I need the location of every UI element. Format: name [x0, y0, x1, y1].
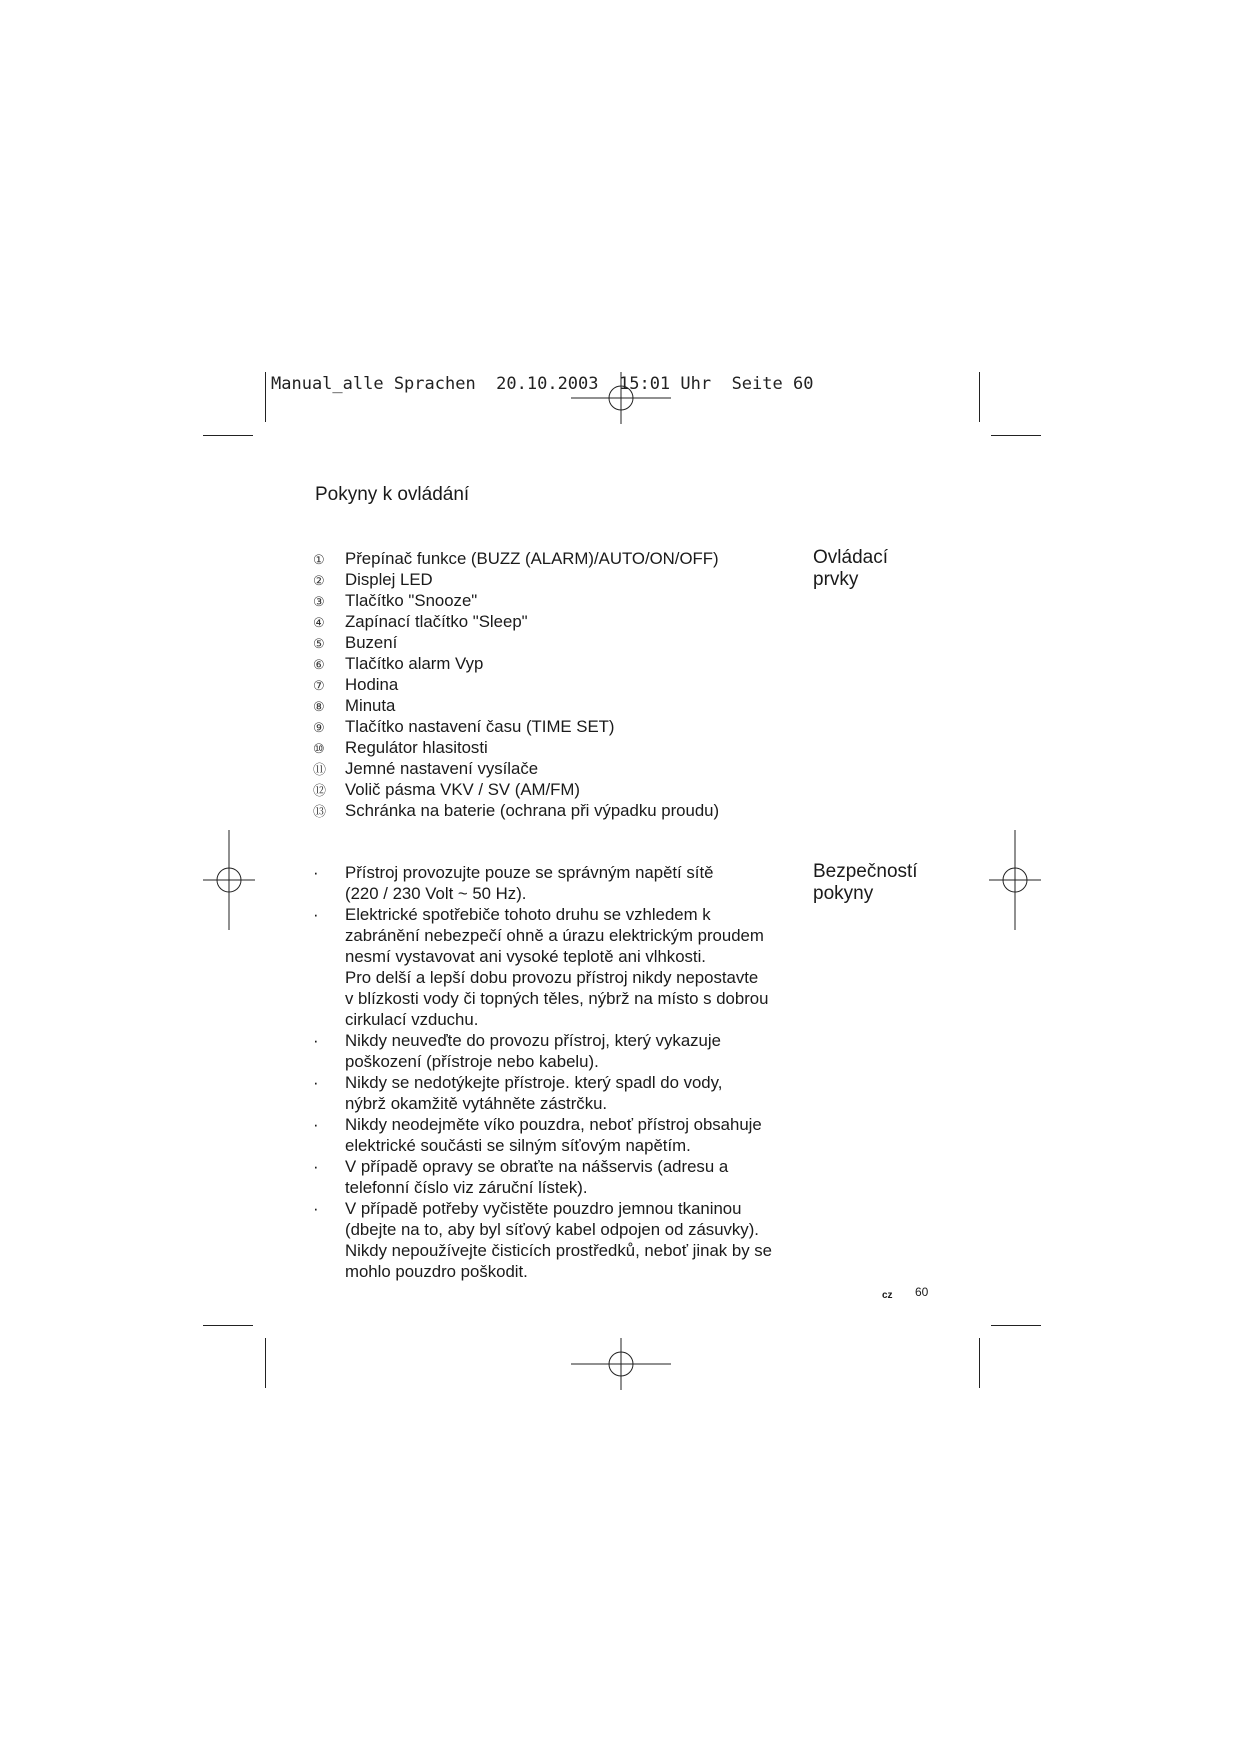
controls-side-label-line: prvky: [813, 569, 859, 590]
text-line: nýbrž okamžitě vytáhněte zástrčku.: [345, 1094, 608, 1113]
list-item: [313, 590, 719, 611]
item-text: Tlačítko nastavení času (TIME SET): [345, 717, 615, 736]
item-text: [345, 904, 815, 1030]
list-item: [313, 737, 719, 758]
bullet: ·: [313, 1199, 319, 1218]
list-item: [313, 1114, 815, 1156]
item-text: [345, 1156, 815, 1198]
text-line: v blízkosti vody či topných těles, nýbrž na místo s dobrou: [345, 989, 769, 1008]
item-number: ⑪: [313, 762, 327, 777]
bullet: ·: [313, 863, 319, 882]
list-item: [313, 904, 815, 1030]
page-title: Pokyny k ovládání: [315, 484, 470, 505]
text-line: nesmí vystavovat ani vysoké teplotě ani vlhkosti.: [345, 947, 706, 966]
list-item: [313, 569, 719, 590]
item-text: Tlačítko alarm Vyp: [345, 654, 484, 673]
controls-list: [313, 548, 719, 821]
item-number: ②: [313, 573, 325, 588]
list-item: [313, 548, 719, 569]
text-line: (220 / 230 Volt ~ 50 Hz).: [345, 884, 527, 903]
text-line: poškození (přístroje nebo kabelu).: [345, 1052, 599, 1071]
item-text: [345, 1114, 815, 1156]
list-item: [313, 1030, 815, 1072]
crop-mark-bottom-right-horizontal: [991, 1325, 1041, 1326]
list-item: [313, 1072, 815, 1114]
text-line: V případě potřeby vyčistěte pouzdro jemnou tkaninou: [345, 1199, 742, 1218]
item-text: Volič pásma VKV / SV (AM/FM): [345, 780, 580, 799]
text-line: Nikdy neodejměte víko pouzdra, neboť přístroj obsahuje: [345, 1115, 762, 1134]
item-text: [345, 1072, 815, 1114]
item-text: Minuta: [345, 696, 396, 715]
list-item: [313, 758, 719, 779]
page-number: 60: [915, 1285, 929, 1299]
crop-mark-bottom-right-vertical: [979, 1338, 980, 1388]
item-text: Buzení: [345, 633, 398, 652]
crop-mark-top-left-horizontal: [203, 435, 253, 436]
text-line: zabránění nebezpečí ohně a úrazu elektrickým proudem: [345, 926, 764, 945]
text-line: (dbejte na to, aby byl síťový kabel odpojen od zásuvky).: [345, 1220, 759, 1239]
language-code: cz: [882, 1290, 893, 1301]
item-number: ⑦: [313, 678, 325, 693]
list-item: [313, 779, 719, 800]
safety-side-label-line: pokyny: [813, 883, 874, 904]
bullet: ·: [313, 1031, 319, 1050]
item-text: Regulátor hlasitosti: [345, 738, 488, 757]
text-line: Pro delší a lepší dobu provozu přístroj nikdy nepostavte: [345, 968, 759, 987]
text-line: Nikdy se nedotýkejte přístroje. který spadl do vody,: [345, 1073, 723, 1092]
item-number: ⑫: [313, 783, 327, 798]
bullet: ·: [313, 1157, 319, 1176]
print-slug-header: Manual_alle Sprachen 20.10.2003 15:01 Uhr Seite 60: [271, 374, 814, 394]
list-item: [313, 716, 719, 737]
text-line: cirkulací vzduchu.: [345, 1010, 479, 1029]
item-number: ⑩: [313, 741, 325, 756]
item-number: ①: [313, 552, 325, 567]
item-text: Schránka na baterie (ochrana při výpadku proudu): [345, 801, 720, 820]
item-number: ⑥: [313, 657, 325, 672]
list-item: [313, 611, 719, 632]
item-text: Přepínač funkce (BUZZ (ALARM)/AUTO/ON/OFF): [345, 549, 719, 568]
text-line: Nikdy nepoužívejte čisticích prostředků, neboť jinak by se: [345, 1241, 772, 1260]
crop-mark-top-left-vertical: [265, 372, 266, 422]
item-number: ⑧: [313, 699, 325, 714]
safety-list: [313, 862, 815, 1282]
crop-mark-bottom-left-vertical: [265, 1338, 266, 1388]
item-text: [345, 862, 815, 904]
text-line: elektrické součásti se silným síťovým napětím.: [345, 1136, 691, 1155]
text-line: V případě opravy se obraťte na nášservis (adresu a: [345, 1157, 729, 1176]
registration-mark-left-icon: [203, 830, 255, 930]
item-text: [345, 1198, 815, 1282]
item-text: Displej LED: [345, 570, 433, 589]
item-text: [345, 1030, 815, 1072]
item-number: ③: [313, 594, 325, 609]
text-line: telefonní číslo viz záruční lístek).: [345, 1178, 588, 1197]
crop-mark-top-right-vertical: [979, 372, 980, 422]
item-text: Zapínací tlačítko "Sleep": [345, 612, 528, 631]
item-number: ⑤: [313, 636, 325, 651]
item-number: ④: [313, 615, 325, 630]
list-item: [313, 632, 719, 653]
crop-mark-top-right-horizontal: [991, 435, 1041, 436]
safety-side-label: [813, 861, 918, 905]
item-number: ⑬: [313, 804, 327, 819]
item-text: Hodina: [345, 675, 399, 694]
bullet: ·: [313, 1115, 319, 1134]
list-item: [313, 1198, 815, 1282]
bullet: ·: [313, 1073, 319, 1092]
controls-side-label-line: Ovládací: [813, 547, 888, 568]
item-number: ⑨: [313, 720, 325, 735]
list-item: [313, 862, 815, 904]
list-item: [313, 800, 719, 821]
crop-mark-bottom-left-horizontal: [203, 1325, 253, 1326]
text-line: Přístroj provozujte pouze se správným napětí sítě: [345, 863, 714, 882]
list-item: [313, 1156, 815, 1198]
item-text: Tlačítko "Snooze": [345, 591, 478, 610]
text-line: Nikdy neuveďte do provozu přístroj, který vykazuje: [345, 1031, 721, 1050]
registration-mark-bottom-icon: [571, 1338, 671, 1390]
bullet: ·: [313, 905, 319, 924]
text-line: Elektrické spotřebiče tohoto druhu se vzhledem k: [345, 905, 711, 924]
list-item: [313, 695, 719, 716]
controls-side-label: [813, 547, 888, 591]
registration-mark-right-icon: [989, 830, 1041, 930]
list-item: [313, 674, 719, 695]
item-text: Jemné nastavení vysílače: [345, 759, 539, 778]
text-line: mohlo pouzdro poškodit.: [345, 1262, 528, 1281]
list-item: [313, 653, 719, 674]
safety-side-label-line: Bezpečností: [813, 861, 918, 882]
